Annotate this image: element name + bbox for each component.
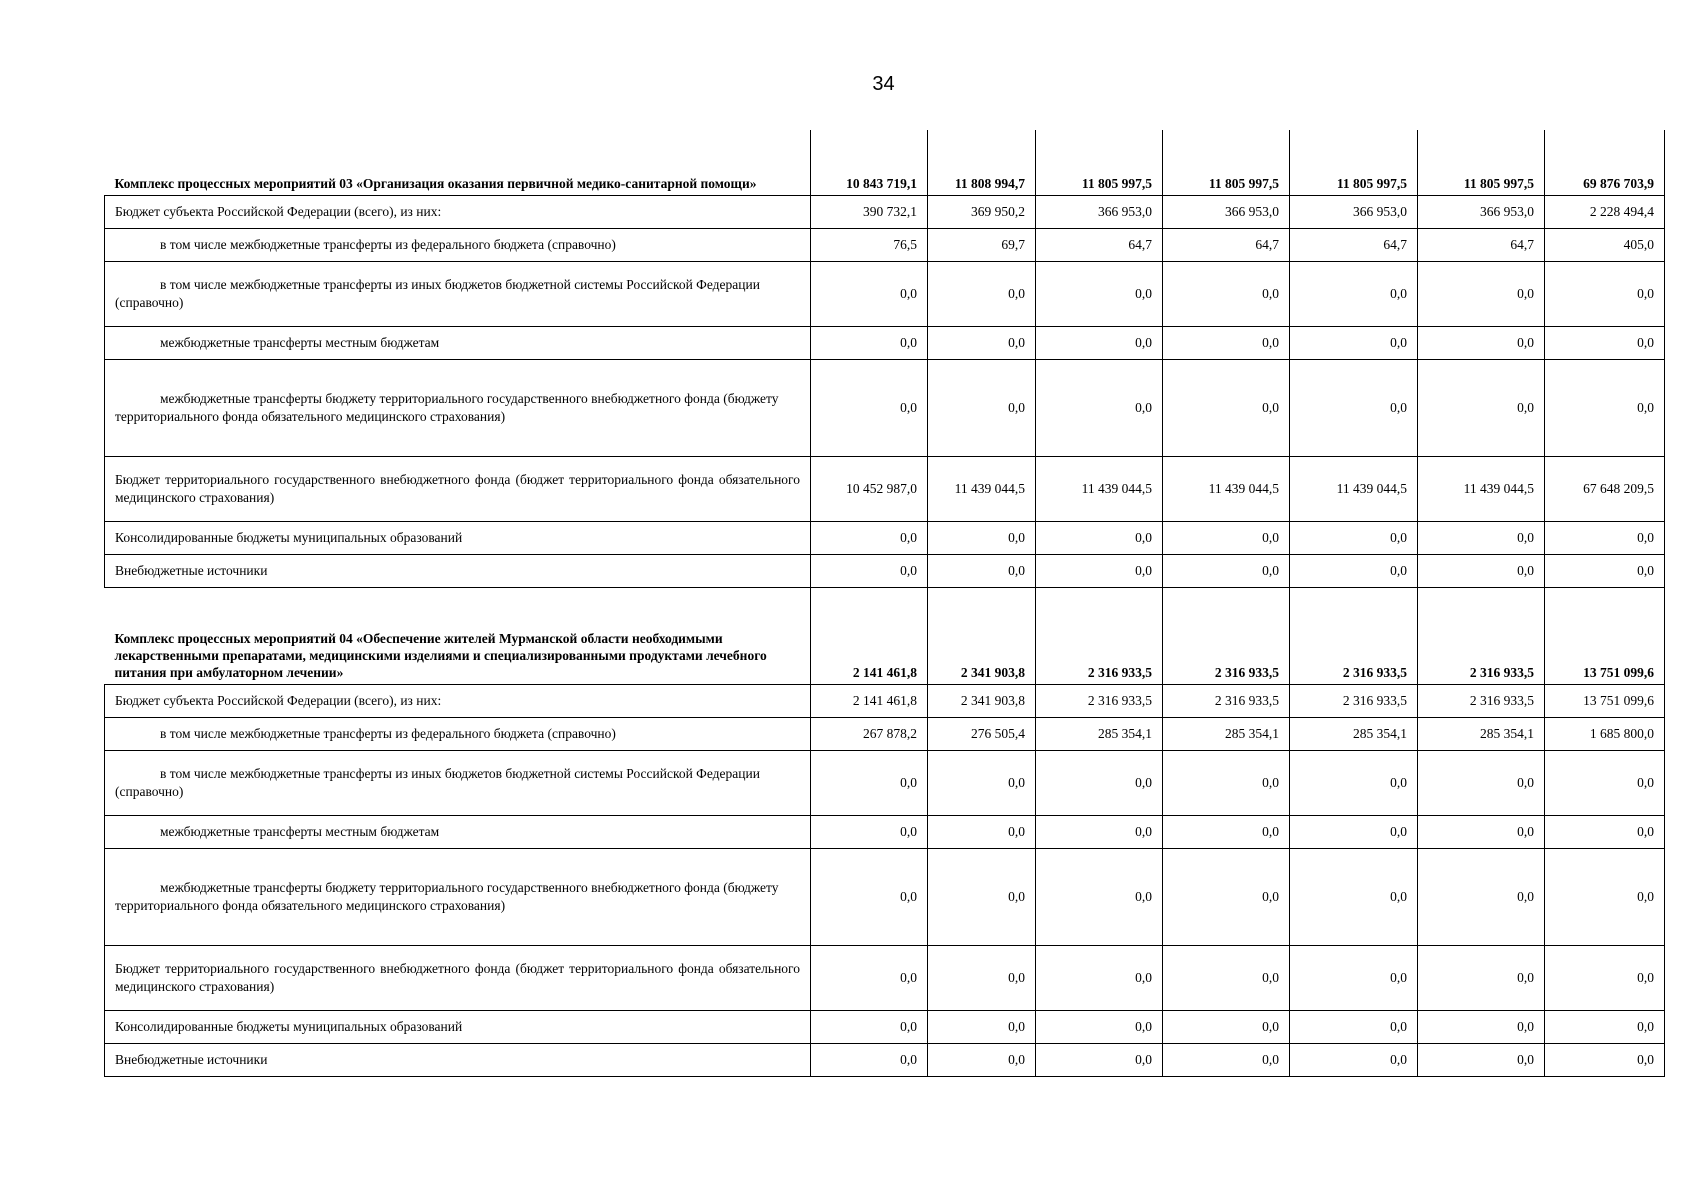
row-label (105, 945, 811, 1010)
value-cell: 2 316 933,5 (1163, 684, 1290, 717)
value-cell: 0,0 (1163, 815, 1290, 848)
value-cell: 0,0 (1545, 750, 1665, 815)
value-cell: 10 452 987,0 (811, 456, 928, 521)
row-label-text: в том числе межбюджетные трансферты из иных бюджетов бюджетной системы Российской Федерации (справочно) (115, 766, 760, 799)
value-cell: 11 439 044,5 (1163, 456, 1290, 521)
section-total-cell: 2 316 933,5 (1036, 587, 1163, 684)
value-cell: 0,0 (1163, 1043, 1290, 1076)
section-total-cell: 13 751 099,6 (1545, 587, 1665, 684)
row-label-text: Бюджет субъекта Российской Федерации (всего), из них: (115, 203, 442, 219)
value-cell: 0,0 (1036, 1043, 1163, 1076)
table-row (105, 750, 1665, 815)
value-cell: 0,0 (1036, 945, 1163, 1010)
section-total-cell: 2 316 933,5 (1163, 587, 1290, 684)
value-cell: 0,0 (1290, 1043, 1418, 1076)
row-label-text: Консолидированные бюджеты муниципальных образований (115, 1018, 463, 1034)
value-cell: 0,0 (1163, 750, 1290, 815)
value-cell: 0,0 (1418, 521, 1545, 554)
page-number: 34 (872, 73, 895, 95)
row-label-text: межбюджетные трансферты бюджету территориального государственного внебюджетного фонда (бюджету территориального фонда обязательного медицинского страхования) (115, 880, 779, 913)
row-label (105, 359, 811, 456)
value-cell: 285 354,1 (1418, 717, 1545, 750)
value-cell: 0,0 (1290, 945, 1418, 1010)
row-label (105, 521, 811, 554)
row-label (105, 717, 811, 750)
value-cell: 405,0 (1545, 228, 1665, 261)
value-cell: 0,0 (1036, 848, 1163, 945)
table-row (105, 684, 1665, 717)
value-cell: 0,0 (811, 521, 928, 554)
row-label-text: в том числе межбюджетные трансферты из федерального бюджета (справочно) (160, 725, 616, 741)
table-row (105, 456, 1665, 521)
section-total-cell: 11 808 994,7 (928, 130, 1036, 195)
value-cell: 0,0 (1418, 359, 1545, 456)
section-total-cell: 2 141 461,8 (811, 587, 928, 684)
value-cell: 0,0 (1163, 521, 1290, 554)
value-cell: 0,0 (811, 750, 928, 815)
value-cell: 11 439 044,5 (1036, 456, 1163, 521)
value-cell: 11 439 044,5 (1290, 456, 1418, 521)
table-row (105, 815, 1665, 848)
value-cell: 0,0 (811, 1043, 928, 1076)
value-cell: 0,0 (928, 848, 1036, 945)
table-row (105, 359, 1665, 456)
value-cell: 366 953,0 (1290, 195, 1418, 228)
row-label (105, 750, 811, 815)
value-cell: 0,0 (1545, 326, 1665, 359)
value-cell: 0,0 (1545, 1010, 1665, 1043)
table-row (105, 1043, 1665, 1076)
value-cell: 0,0 (928, 815, 1036, 848)
section-total-cell: 2 316 933,5 (1290, 587, 1418, 684)
value-cell: 0,0 (928, 521, 1036, 554)
value-cell: 0,0 (1545, 359, 1665, 456)
value-cell: 0,0 (1545, 521, 1665, 554)
value-cell: 76,5 (811, 228, 928, 261)
row-label-text: Внебюджетные источники (115, 562, 268, 578)
value-cell: 0,0 (928, 945, 1036, 1010)
value-cell: 0,0 (928, 1010, 1036, 1043)
section-total-cell: 69 876 703,9 (1545, 130, 1665, 195)
value-cell: 11 439 044,5 (1418, 456, 1545, 521)
row-label (105, 1010, 811, 1043)
value-cell: 0,0 (1545, 1043, 1665, 1076)
value-cell: 390 732,1 (811, 195, 928, 228)
value-cell: 0,0 (811, 261, 928, 326)
section-title: Комплекс процессных мероприятий 04 «Обеспечение жителей Мурманской области необходимыми лекарственными препаратами, медицинскими изделиями и специализированными продуктами лечебного питания при амбулаторном лечении» (105, 587, 811, 684)
value-cell: 0,0 (1290, 326, 1418, 359)
value-cell: 0,0 (928, 1043, 1036, 1076)
row-label (105, 815, 811, 848)
value-cell: 366 953,0 (1418, 195, 1545, 228)
value-cell: 0,0 (1163, 326, 1290, 359)
row-label-text: Бюджет субъекта Российской Федерации (всего), из них: (115, 692, 442, 708)
value-cell: 0,0 (1418, 1043, 1545, 1076)
row-label-text: межбюджетные трансферты местным бюджетам (160, 334, 440, 350)
value-cell: 0,0 (1163, 554, 1290, 587)
value-cell: 0,0 (928, 750, 1036, 815)
value-cell: 0,0 (811, 359, 928, 456)
value-cell: 2 341 903,8 (928, 684, 1036, 717)
value-cell: 0,0 (1418, 1010, 1545, 1043)
row-label-text: в том числе межбюджетные трансферты из иных бюджетов бюджетной системы Российской Федерации (справочно) (115, 277, 760, 310)
value-cell: 0,0 (1036, 750, 1163, 815)
value-cell: 0,0 (811, 945, 928, 1010)
value-cell: 0,0 (811, 1010, 928, 1043)
table-row (105, 717, 1665, 750)
table-row (105, 848, 1665, 945)
value-cell: 0,0 (928, 261, 1036, 326)
value-cell: 0,0 (1036, 326, 1163, 359)
value-cell: 0,0 (811, 326, 928, 359)
row-label (105, 195, 811, 228)
value-cell: 0,0 (1163, 1010, 1290, 1043)
section-total-cell: 2 341 903,8 (928, 587, 1036, 684)
section-header-row (105, 130, 1665, 195)
value-cell: 0,0 (1163, 945, 1290, 1010)
value-cell: 0,0 (1290, 261, 1418, 326)
value-cell: 267 878,2 (811, 717, 928, 750)
table-row (105, 228, 1665, 261)
table-row (105, 261, 1665, 326)
table-row (105, 554, 1665, 587)
value-cell: 366 953,0 (1036, 195, 1163, 228)
section-total-cell: 11 805 997,5 (1163, 130, 1290, 195)
section-total-cell: 10 843 719,1 (811, 130, 928, 195)
section-total-cell: 11 805 997,5 (1418, 130, 1545, 195)
value-cell: 0,0 (811, 554, 928, 587)
row-label-text: Внебюджетные источники (115, 1051, 268, 1067)
budget-table (104, 130, 1665, 1077)
row-label (105, 261, 811, 326)
value-cell: 0,0 (1418, 261, 1545, 326)
value-cell: 64,7 (1163, 228, 1290, 261)
value-cell: 0,0 (1545, 261, 1665, 326)
row-label-text: в том числе межбюджетные трансферты из федерального бюджета (справочно) (160, 236, 616, 252)
value-cell: 1 685 800,0 (1545, 717, 1665, 750)
row-label (105, 456, 811, 521)
value-cell: 369 950,2 (928, 195, 1036, 228)
value-cell: 0,0 (928, 554, 1036, 587)
value-cell: 0,0 (1290, 848, 1418, 945)
section-total-cell: 11 805 997,5 (1290, 130, 1418, 195)
table-row (105, 195, 1665, 228)
table-row (105, 521, 1665, 554)
value-cell: 0,0 (1418, 326, 1545, 359)
value-cell: 2 316 933,5 (1418, 684, 1545, 717)
row-label (105, 554, 811, 587)
value-cell: 0,0 (1418, 945, 1545, 1010)
row-label (105, 1043, 811, 1076)
table-row (105, 1010, 1665, 1043)
value-cell: 2 228 494,4 (1545, 195, 1665, 228)
value-cell: 0,0 (1418, 554, 1545, 587)
value-cell: 0,0 (1290, 554, 1418, 587)
value-cell: 0,0 (1290, 521, 1418, 554)
row-label (105, 848, 811, 945)
value-cell: 69,7 (928, 228, 1036, 261)
value-cell: 13 751 099,6 (1545, 684, 1665, 717)
value-cell: 0,0 (1545, 815, 1665, 848)
value-cell: 0,0 (1036, 261, 1163, 326)
value-cell: 0,0 (1290, 815, 1418, 848)
value-cell: 0,0 (1036, 521, 1163, 554)
value-cell: 64,7 (1036, 228, 1163, 261)
section-header-row (105, 587, 1665, 684)
value-cell: 2 316 933,5 (1036, 684, 1163, 717)
value-cell: 11 439 044,5 (928, 456, 1036, 521)
value-cell: 64,7 (1418, 228, 1545, 261)
value-cell: 0,0 (1545, 848, 1665, 945)
value-cell: 285 354,1 (1290, 717, 1418, 750)
budget-table-body (105, 130, 1665, 1076)
value-cell: 2 316 933,5 (1290, 684, 1418, 717)
value-cell: 0,0 (1290, 359, 1418, 456)
row-label-text: Консолидированные бюджеты муниципальных образований (115, 529, 463, 545)
value-cell: 0,0 (1163, 359, 1290, 456)
row-label-text: Бюджет территориального государственного внебюджетного фонда (бюджет территориального фонда обязательного медицинского страхования) (115, 961, 800, 994)
value-cell: 0,0 (1163, 848, 1290, 945)
value-cell: 64,7 (1290, 228, 1418, 261)
value-cell: 276 505,4 (928, 717, 1036, 750)
section-total-cell: 11 805 997,5 (1036, 130, 1163, 195)
value-cell: 0,0 (1290, 1010, 1418, 1043)
value-cell: 0,0 (1036, 554, 1163, 587)
row-label (105, 228, 811, 261)
value-cell: 366 953,0 (1163, 195, 1290, 228)
value-cell: 2 141 461,8 (811, 684, 928, 717)
value-cell: 0,0 (1036, 815, 1163, 848)
value-cell: 0,0 (1545, 945, 1665, 1010)
value-cell: 285 354,1 (1163, 717, 1290, 750)
table-row (105, 326, 1665, 359)
value-cell: 0,0 (928, 359, 1036, 456)
value-cell: 0,0 (1418, 848, 1545, 945)
value-cell: 0,0 (1545, 554, 1665, 587)
section-total-cell: 2 316 933,5 (1418, 587, 1545, 684)
value-cell: 0,0 (928, 326, 1036, 359)
value-cell: 0,0 (811, 848, 928, 945)
row-label-text: межбюджетные трансферты местным бюджетам (160, 823, 440, 839)
row-label (105, 326, 811, 359)
value-cell: 0,0 (1418, 750, 1545, 815)
section-title: Комплекс процессных мероприятий 03 «Организация оказания первичной медико-санитарной помощи» (105, 130, 811, 195)
value-cell: 285 354,1 (1036, 717, 1163, 750)
row-label-text: межбюджетные трансферты бюджету территориального государственного внебюджетного фонда (бюджету территориального фонда обязательного медицинского страхования) (115, 391, 779, 424)
value-cell: 0,0 (1163, 261, 1290, 326)
table-row (105, 945, 1665, 1010)
row-label (105, 684, 811, 717)
value-cell: 67 648 209,5 (1545, 456, 1665, 521)
value-cell: 0,0 (1418, 815, 1545, 848)
row-label-text: Бюджет территориального государственного внебюджетного фонда (бюджет территориального фонда обязательного медицинского страхования) (115, 472, 800, 505)
value-cell: 0,0 (1036, 1010, 1163, 1043)
value-cell: 0,0 (1036, 359, 1163, 456)
value-cell: 0,0 (1290, 750, 1418, 815)
value-cell: 0,0 (811, 815, 928, 848)
